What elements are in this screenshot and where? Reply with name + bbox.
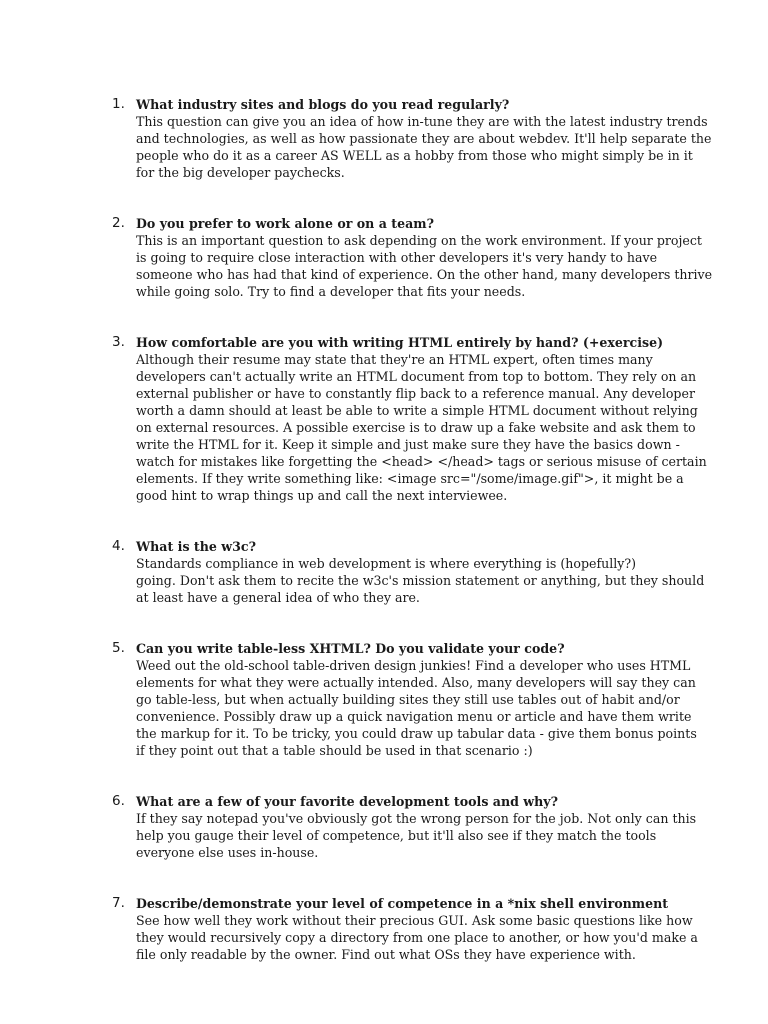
answer-line: elements for what they were actually intended. Also, many developers will say they can (136, 675, 696, 690)
answer-line: This question can give you an idea of how in-tune they are with the latest industry trends (136, 114, 708, 129)
answer-line: This is an important question to ask depending on the work environment. If your project (136, 233, 702, 248)
answer-line: elements. If they write something like: <image src="/some/image.gif">, it might be a (136, 471, 684, 486)
answer-line: for the big developer paychecks. (136, 165, 345, 180)
answer-line: at least have a general idea of who they are. (136, 590, 420, 605)
answer-line: on external resources. A possible exercise is to draw up a fake website and ask them to (136, 420, 696, 435)
question-title: What is the w3c? (136, 539, 256, 554)
answer-line: Weed out the old-school table-driven design junkies! Find a developer who uses HTML (136, 658, 691, 673)
answer-line: they would recursively copy a directory from one place to another, or how you'd make a (136, 930, 698, 945)
answer-line: people who do it as a career AS WELL as a hobby from those who might simply be in it (136, 148, 693, 163)
answer-line: is going to require close interaction with other developers it's very handy to have (136, 250, 658, 265)
answer-line: If they say notepad you've obviously got the wrong person for the job. Not only can this (136, 811, 697, 826)
answer-line: Although their resume may state that they're an HTML expert, often times many (136, 352, 653, 367)
question-number: 5. (112, 640, 125, 656)
question-number: 4. (112, 538, 125, 554)
question-title: Can you write table-less XHTML? Do you validate your code? (136, 641, 565, 656)
answer-line: and technologies, as well as how passionate they are about webdev. It'll help separate the (136, 131, 712, 146)
question-number: 3. (112, 334, 125, 350)
question-title: What industry sites and blogs do you read regularly? (136, 97, 510, 112)
question-title: Describe/demonstrate your level of competence in a *nix shell environment (136, 896, 669, 911)
question-number: 1. (112, 96, 125, 112)
answer-line: Standards compliance in web development is where everything is (hopefully?) (136, 556, 637, 571)
answer-line: file only readable by the owner. Find out what OSs they have experience with. (136, 947, 636, 962)
answer-line: write the HTML for it. Keep it simple and just make sure they have the basics down - (136, 437, 680, 452)
answer-line: going. Don't ask them to recite the w3c's mission statement or anything, but they should (136, 573, 705, 588)
answer-line: everyone else uses in-house. (136, 845, 319, 860)
answer-line: watch for mistakes like forgetting the <head> </head> tags or serious misuse of certain (136, 454, 707, 469)
answer-line: someone who has had that kind of experience. On the other hand, many developers thrive (136, 267, 713, 282)
question-title: Do you prefer to work alone or on a team? (136, 216, 434, 231)
question-number: 7. (112, 895, 125, 911)
answer-line: help you gauge their level of competence, but it'll also see if they match the tools (136, 828, 657, 843)
question-title: How comfortable are you with writing HTML entirely by hand? (+exercise) (136, 335, 664, 350)
answer-line: while going solo. Try to find a developer that fits your needs. (136, 284, 526, 299)
question-title: What are a few of your favorite development tools and why? (136, 794, 558, 809)
answer-line: good hint to wrap things up and call the next interviewee. (136, 488, 508, 503)
answer-line: go table-less, but when actually building sites they still use tables out of habit and/or (136, 692, 680, 707)
answer-line: the markup for it. To be tricky, you could draw up tabular data - give them bonus points (136, 726, 697, 741)
question-number: 6. (112, 793, 125, 809)
answer-line: convenience. Possibly draw up a quick navigation menu or article and have them write (136, 709, 692, 724)
answer-line: developers can't actually write an HTML document from top to bottom. They rely on an (136, 369, 697, 384)
answer-line: if they point out that a table should be used in that scenario :) (136, 743, 533, 758)
answer-line: See how well they work without their precious GUI. Ask some basic questions like how (136, 913, 693, 928)
answer-line: external publisher or have to constantly flip back to a reference manual. Any developer (136, 386, 695, 401)
answer-line: worth a damn should at least be able to write a simple HTML document without relying (136, 403, 698, 418)
question-number: 2. (112, 215, 125, 231)
